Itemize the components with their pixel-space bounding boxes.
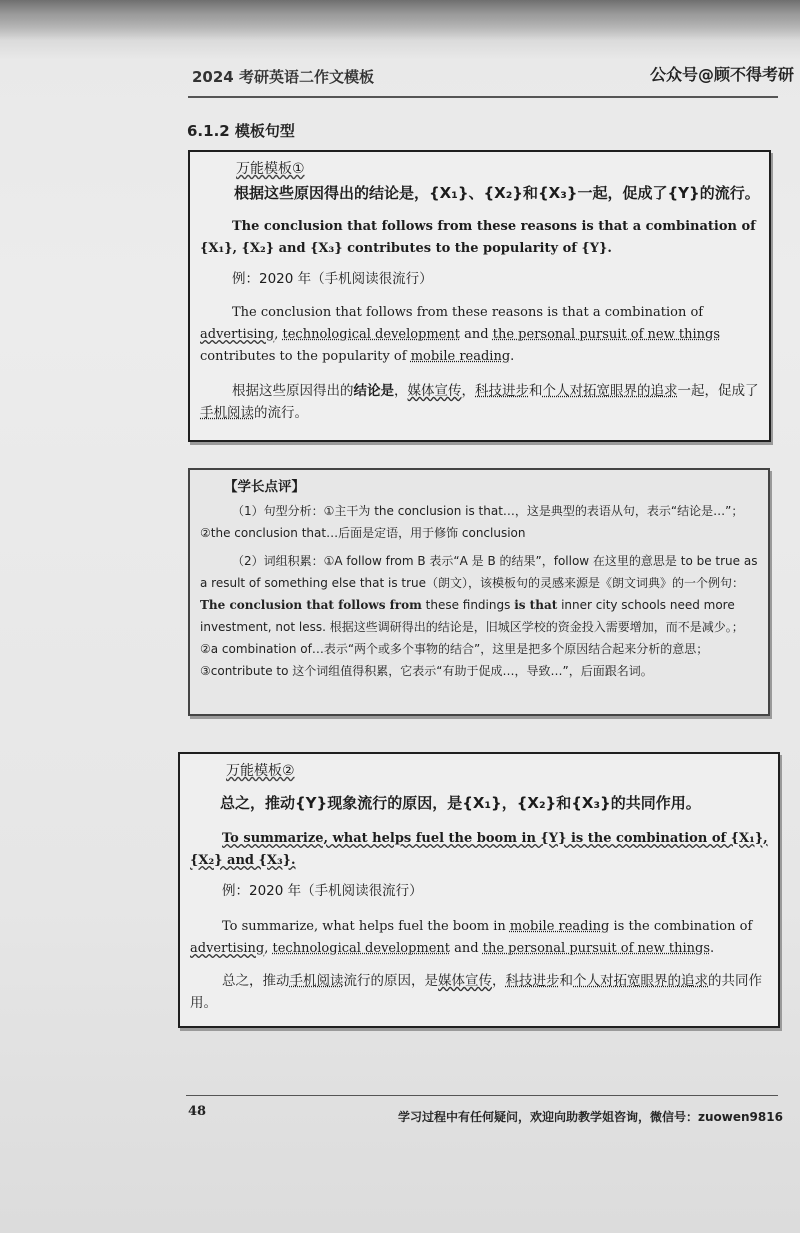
template-1-en [190, 216, 769, 260]
comment-title: 【学长点评】 [224, 479, 305, 495]
comment-text: inner city schools need more investment, not less. 根据这些调研得出的结论是，旧城区学校的资金投入需要增加，而不是减少。；②a combination of…表示“两个或多个事物的结合”，这里是把多个原因结合起来分析的意思；③contribute to 这个词组值得积累，它表示“有助于促成…，导致…”，后面跟名词。 [200, 598, 744, 678]
template-2-zh-text: 总之，推动{Y}现象流行的原因，是{X₁}，{X₂}和{X₃}的共同作用。 [220, 794, 701, 812]
example-en-text: , [264, 941, 273, 956]
template-2-example-zh [180, 970, 778, 1014]
footer-contact-text: 学习过程中有任何疑问，欢迎向助教学姐咨询，微信号：zuowen9816 [398, 1110, 783, 1124]
example-en-text: . [510, 349, 515, 364]
example-en-text: is the combination of [609, 919, 753, 934]
example-zh-highlight: 科技进步 [475, 383, 529, 399]
example-zh-text: 总之，推动 [222, 973, 290, 989]
template-1-example-label [190, 268, 769, 291]
page-number: 48 [188, 1104, 207, 1119]
example-zh-text: 的流行。 [254, 405, 308, 421]
example-en-highlight: advertising [190, 941, 265, 956]
comment-phrase-accumulation [190, 550, 768, 682]
example-zh-text: ， [461, 383, 475, 399]
example-zh-highlight: 个人对拓宽眼界的追求 [542, 383, 678, 399]
example-en-text: contributes to the popularity of [200, 349, 411, 364]
template-2-example-en [180, 916, 778, 960]
example-zh-highlight: 个人对拓宽眼界的追求 [573, 973, 708, 989]
comment-example-bold: The conclusion that follows from [200, 598, 422, 612]
footer-rule [186, 1095, 778, 1096]
example-en-highlight: technological development [272, 941, 451, 956]
header-rule [188, 96, 778, 98]
comment-text: these findings [421, 598, 515, 612]
template-2-label: 万能模板② [226, 763, 295, 779]
example-en-highlight: technological development [282, 327, 461, 342]
template-2-example-label-text: 例：2020 年（手机阅读很流行） [222, 883, 423, 899]
template-2-en-text: To summarize, what helps fuel the boom in {Y} is the combination of {X₁}, {X₂} and {X₃}. [190, 831, 768, 868]
template-1-example-zh [190, 380, 769, 424]
comment-title-row [190, 476, 768, 499]
example-zh-text: 根据这些原因得出的 [232, 383, 354, 399]
example-zh-text: ， [492, 973, 506, 989]
example-en-text: and [450, 941, 483, 956]
template-2-label-row [180, 760, 778, 783]
example-en-text: . [710, 941, 715, 956]
example-zh-text: 和 [559, 973, 573, 989]
template-1-label: 万能模板① [236, 161, 305, 177]
template-box-1 [188, 150, 771, 442]
template-2-en [180, 828, 778, 872]
example-en-highlight: advertising [200, 327, 275, 342]
example-en-text: and [460, 327, 493, 342]
template-2-zh [180, 792, 778, 816]
template-1-zh [190, 182, 769, 206]
example-en-text: To summarize, what helps fuel the boom in [222, 919, 510, 934]
example-zh-text: 流行的原因，是 [343, 973, 438, 989]
template-1-en-text: The conclusion that follows from these reasons is that a combination of {X₁}, {X₂} and {X₃} contributes to the popularity of {Y}. [200, 219, 756, 256]
template-1-example-en [190, 302, 769, 368]
example-zh-highlight: 手机阅读 [200, 405, 254, 421]
comment-sentence-analysis: （1）句型分析：①主干为 the conclusion is that…，这是典型的表语从句，表示“结论是…”；②the conclusion that…后面是定语，用于修饰 conclusion [200, 504, 744, 540]
template-1-label-row [190, 158, 769, 181]
example-zh-highlight: 科技进步 [505, 973, 560, 989]
example-zh-bold: 结论是 [353, 383, 394, 399]
template-box-2 [178, 752, 780, 1028]
example-en-highlight: mobile reading [509, 919, 610, 934]
example-zh-highlight: 媒体宣传 [438, 973, 492, 989]
example-en-highlight: the personal pursuit of new things [492, 327, 720, 342]
template-1-example-label-text: 例：2020 年（手机阅读很流行） [232, 271, 433, 287]
example-en-text: , [274, 327, 283, 342]
example-en-highlight: the personal pursuit of new things [482, 941, 710, 956]
example-en-highlight: mobile reading [410, 349, 511, 364]
example-zh-text: 的共同作用。 [190, 973, 762, 1011]
comment-text: （2）词组积累：①A follow from B 表示“A 是 B 的结果”，follow 在这里的意思是 to be true as a result of something else that is true（朗文），该模板句的灵感来源是《朗文词典》的一个例句： [200, 554, 758, 590]
section-title: 6.1.2 模板句型 [187, 122, 295, 140]
running-header-title: 2024 考研英语二作文模板 [192, 68, 374, 86]
example-zh-text: ， [394, 383, 408, 399]
running-header-account: 公众号@顾不得考研 [650, 65, 795, 84]
example-zh-text: 一起，促成了 [677, 383, 759, 399]
template-2-example-label [180, 880, 778, 903]
example-zh-text: 和 [529, 383, 543, 399]
example-en-text: The conclusion that follows from these reasons is that a combination of [232, 305, 704, 320]
template-1-zh-text: 根据这些原因得出的结论是，{X₁}、{X₂}和{X₃}一起，促成了{Y}的流行。 [234, 184, 760, 202]
comment-example-bold: is that [514, 598, 558, 612]
example-zh-highlight: 媒体宣传 [407, 383, 462, 399]
example-zh-highlight: 手机阅读 [289, 973, 344, 989]
comment-box [188, 468, 770, 716]
page-top-shadow [0, 0, 800, 40]
